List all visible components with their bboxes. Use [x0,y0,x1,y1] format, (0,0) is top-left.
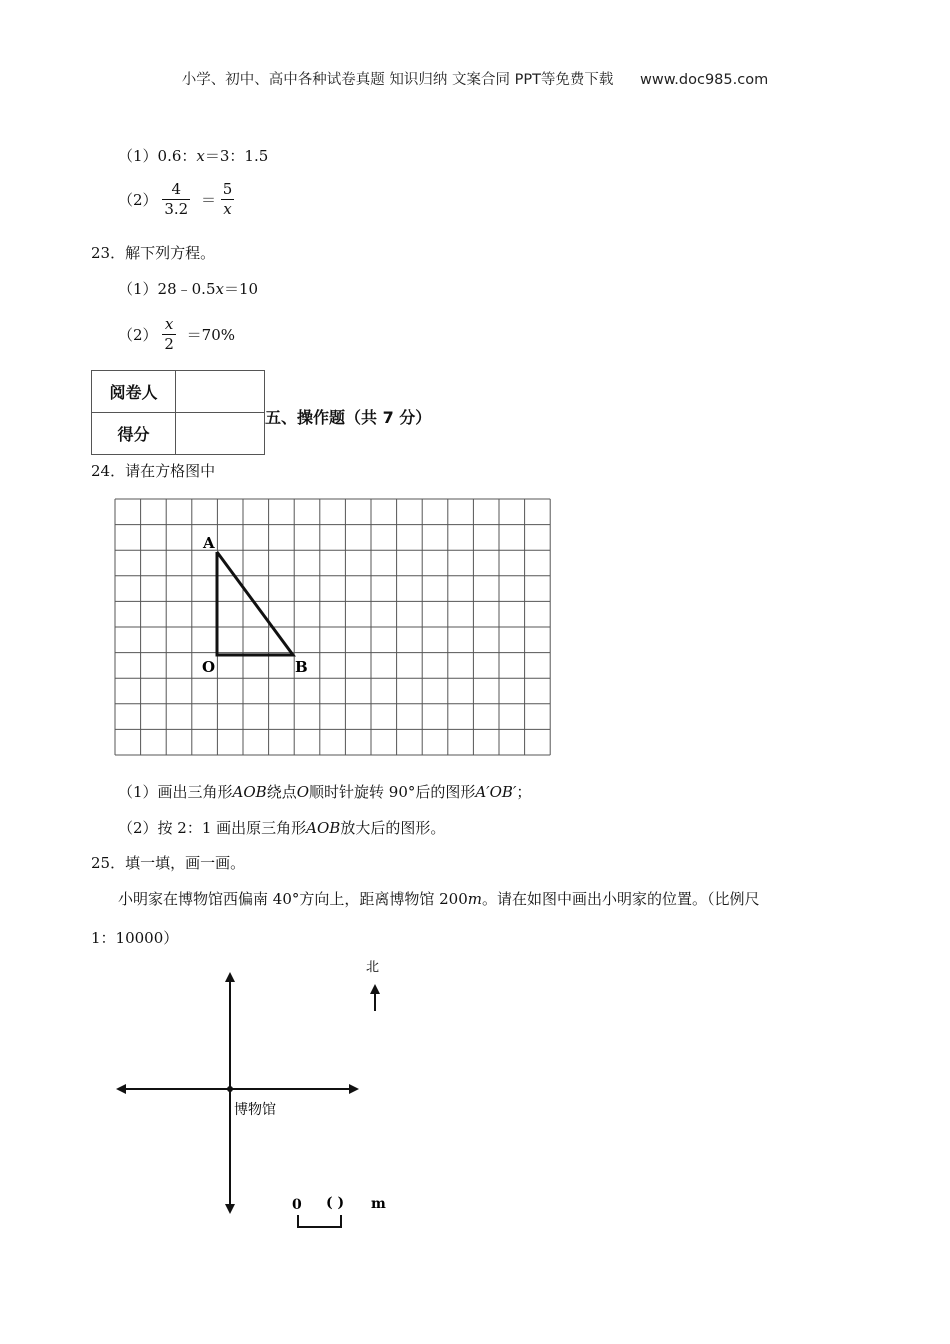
q23-part2: （2） $\frac{x}{2}$ ＝70% [118,315,235,353]
q23-fraction: $\frac{x}{2}$ [164,315,174,353]
scale-bar [298,1215,341,1227]
museum-point [227,1086,233,1092]
q25-title: 25．填一填，画一画。 [91,854,246,872]
north-label: 北 [366,960,380,975]
q25-scale-line: 1：10000） [91,929,179,947]
q22-fraction-2: $\frac{5}{x}$ [222,180,233,218]
label-o: O [202,658,216,676]
header-site: www.doc985.com [640,72,769,88]
label-b: B [295,658,308,676]
scale-unit: m [371,1196,386,1212]
q22-part2: （2） $\frac{4}{3.2}$ ＝ $\frac{5}{x}$ [118,180,233,218]
q23-part1: （1）28﹣0.5x＝10 [118,280,259,298]
museum-label: 博物馆 [234,1102,276,1118]
header-tagline: 小学、初中、高中各种试卷真题 知识归纳 文案合同 PPT等免费下载 [181,72,614,88]
q24-part2: （2）按 2：1 画出原三角形AOB放大后的图形。 [118,819,446,837]
q25-description: 小明家在博物馆西偏南 40°方向上，距离博物馆 200m。请在如图中画出小明家的位置。（比例尺 [118,890,760,908]
q23-title: 23．解下列方程。 [91,244,216,262]
section-title: 五、操作题（共 7 分） [265,408,432,427]
q24-part1: （1）画出三角形AOB绕点O顺时针旋转 90°后的图形A′OB′； [118,783,532,801]
score-label: 得分 [92,413,176,455]
reviewer-label: 阅卷人 [92,371,176,413]
label-a: A [203,534,215,552]
scale-blank: ( ) [326,1195,345,1211]
scale-zero: 0 [292,1197,302,1213]
q22-fraction-1: $\frac{4}{3.2}$ [164,180,189,218]
q24-title: 24．请在方格图中 [91,462,216,480]
q22-part1: （1）0.6：x＝3：1.5 [118,147,269,165]
